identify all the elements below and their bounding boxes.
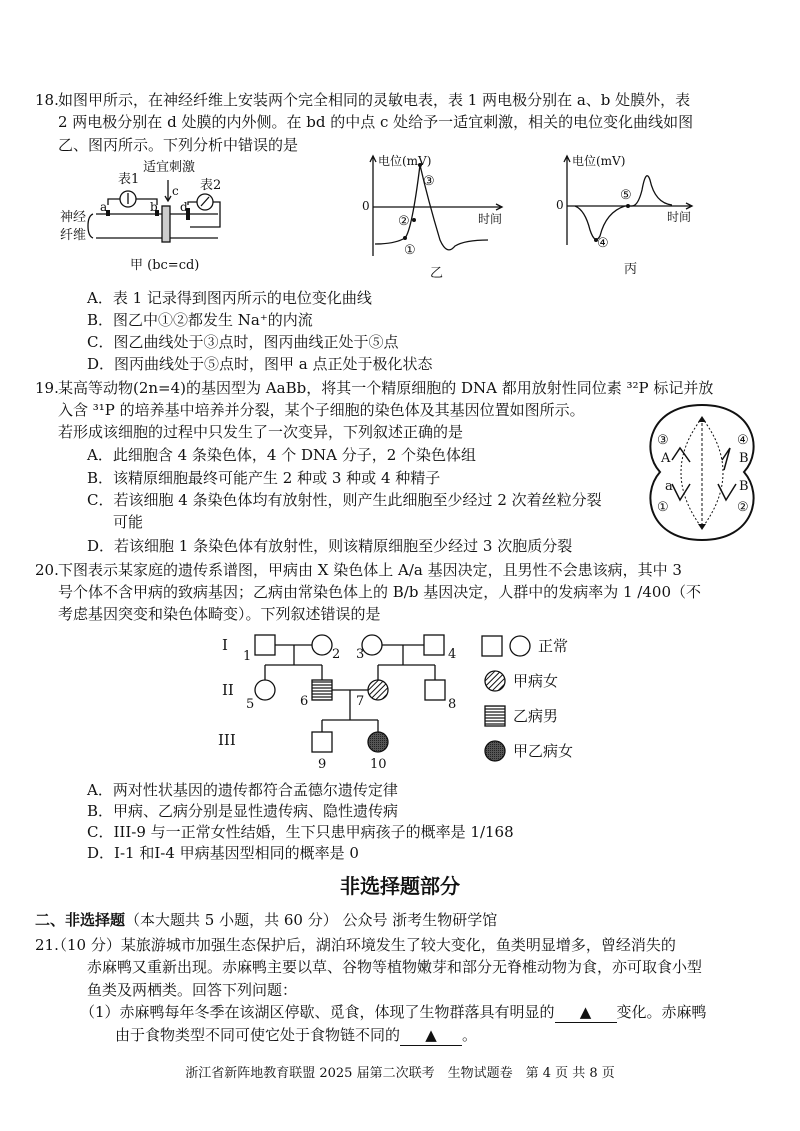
question-number: 18. (35, 91, 59, 109)
yi-zero: 0 (362, 199, 370, 213)
chromosome-3-label: ③ (657, 433, 669, 448)
point-b: b (150, 200, 158, 214)
gene-B: B (739, 479, 749, 494)
individual-id: 1 (243, 649, 252, 664)
section-2-label: 二、非选择题 (35, 911, 126, 929)
individual-id: 10 (370, 757, 387, 772)
bing-point-5: ⑤ (620, 188, 632, 203)
yi-point-2: ② (398, 214, 410, 229)
q18-option-b: B．图乙中①②都发生 Na⁺的内流 (87, 311, 313, 329)
section-title: 非选择题部分 (340, 874, 460, 898)
q19-option-a: A．此细胞含 4 条染色体，4 个 DNA 分子，2 个染色体组 (87, 446, 477, 464)
gene-a: a (665, 479, 673, 494)
q20-option-a: A．两对性状基因的遗传都符合孟德尔遗传定律 (87, 781, 398, 799)
question-number: 20. (35, 561, 59, 579)
q20-stem-line: 下图表示某家庭的遗传系谱图，甲病由 X 染色体上 A/a 基因决定，且男性不会患该病，其中 3 (58, 561, 682, 579)
q18-stem-line: 如图甲所示，在神经纤维上安装两个完全相同的灵敏电表，表 1 两电极分别在 a、b 处膜外，表 (58, 91, 691, 109)
meter1-label: 表1 (118, 172, 140, 187)
individual-id: 8 (448, 697, 457, 712)
q18-option-c: C．图乙曲线处于③点时，图丙曲线正处于⑤点 (87, 333, 399, 351)
q19-option-d: D．若该细胞 1 条染色体有放射性，则该精原细胞至少经过 3 次胞质分裂 (87, 537, 573, 555)
q20-option-b: B．甲病、乙病分别是显性遗传病、隐性遗传病 (87, 802, 399, 820)
legend-disease-a-female: 甲病女 (513, 672, 559, 690)
individual-id: 4 (448, 647, 457, 662)
chromosome-4-label: ④ (737, 433, 749, 448)
individual-id: 2 (332, 647, 341, 662)
q19-option-c-cont: 可能 (113, 513, 144, 531)
q21-sub1-cont (115, 1025, 477, 1046)
figure-bing-caption: 丙 (624, 262, 638, 277)
bing-zero: 0 (556, 198, 564, 212)
generation-I: I (222, 636, 228, 654)
yi-xlabel: 时间 (478, 212, 503, 226)
figure-yi-caption: 乙 (430, 266, 444, 281)
gene-B: B (739, 451, 749, 466)
bing-point-4: ④ (597, 236, 609, 251)
fiber-label: 神经 (60, 210, 87, 225)
fiber-label: 纤维 (60, 228, 87, 243)
point-a: a (100, 200, 108, 214)
q19-option-c: C．若该细胞 4 条染色体均有放射性，则产生此细胞至少经过 2 次着丝粒分裂 (87, 491, 602, 509)
q20-stem-line: 号个体不含甲病的致病基因；乙病由常染色体上的 B/b 基因决定，人群中的发病率为 1 /400（不 (58, 583, 701, 601)
q18-stem-line: 乙、图丙所示。下列分析中错误的是 (58, 136, 299, 154)
individual-id: 3 (356, 647, 365, 662)
q19-stem-line: 若形成该细胞的过程中只发生了一次变异，下列叙述正确的是 (58, 423, 464, 441)
gene-A: A (661, 451, 671, 466)
q20-stem-line: 考虑基因突变和染色体畸变）。下列叙述错误的是 (58, 605, 381, 623)
section-2-info: （本大题共 5 小题，共 60 分） 公众号 浙考生物研学馆 (125, 911, 498, 929)
q21-sub1-text: （1）赤麻鸭每年冬季在该湖区停歇、觅食，体现了生物群落具有明显的 (80, 1003, 555, 1021)
page-footer: 浙江省新阵地教育联盟 2025 届第二次联考 生物试题卷 第 4 页 共 8 页 (185, 1066, 615, 1081)
q18-option-d: D．图丙曲线处于⑤点时，图甲 a 点正处于极化状态 (87, 355, 433, 373)
yi-point-3: ③ (423, 174, 435, 189)
meter2-label: 表2 (200, 178, 222, 193)
generation-III: III (218, 731, 236, 749)
q21-sub1-text: 由于食物类型不同可使它处于食物链不同的 (115, 1026, 401, 1044)
q21-stem-line: 赤麻鸭又重新出现。赤麻鸭主要以草、谷物等植物嫩芽和部分无脊椎动物为食，亦可取食小型 (87, 958, 703, 976)
chromosome-2-label: ② (737, 500, 749, 515)
q19-stem-line: 某高等动物(2n=4)的基因型为 AaBb，将其一个精原细胞的 DNA 都用放射性同位素 ³²P 标记并放 (58, 379, 714, 397)
question-number: 19. (35, 379, 59, 397)
bing-xlabel: 时间 (667, 210, 692, 224)
chromosome-1-label: ① (657, 500, 669, 515)
point-d: d (180, 200, 188, 214)
q19-stem-line: 入含 ³¹P 的培养基中培养并分裂，某个子细胞的染色体及其基因位置如图所示。 (58, 401, 585, 419)
q18-stem-line: 2 两电极分别在 d 处膜的内外侧。在 bd 的中点 c 处给予一适宜刺激，相关的电位变化曲线如图 (58, 113, 694, 131)
q21-stem-line: 鱼类及两栖类。回答下列问题： (87, 981, 298, 999)
answer-blank[interactable]: ▲ (555, 1002, 617, 1023)
bing-ylabel: 电位(mV) (572, 154, 626, 168)
q20-option-c: C．III-9 与一正常女性结婚，生下只患甲病孩子的概率是 1/168 (87, 823, 514, 841)
yi-ylabel: 电位(mV) (378, 154, 432, 168)
individual-id: 5 (246, 697, 255, 712)
individual-id: 6 (300, 694, 309, 709)
individual-id: 9 (318, 757, 327, 772)
individual-id: 7 (356, 694, 365, 709)
question-number: 21. (35, 936, 59, 954)
q21-sub1-text: 变化。赤麻鸭 (616, 1003, 707, 1021)
q18-option-a: A．表 1 记录得到图丙所示的电位变化曲线 (87, 289, 372, 307)
stimulus-label: 适宜刺激 (143, 160, 196, 175)
q21-sub1 (80, 1002, 707, 1023)
q20-option-d: D．I-1 和I-4 甲病基因型相同的概率是 0 (87, 844, 359, 862)
q19-option-b: B．该精原细胞最终可能产生 2 种或 3 种或 4 种精子 (87, 469, 441, 487)
section-2-header (35, 910, 497, 930)
q21-stem-line: （10 分）某旅游城市加强生态保护后，湖泊环境发生了较大变化，鱼类明显增多，曾经消失的 (52, 936, 676, 954)
figure-jia-caption: 甲 (bc=cd) (130, 258, 200, 273)
answer-blank[interactable]: ▲ (400, 1025, 462, 1046)
legend-disease-b-male: 乙病男 (513, 707, 559, 725)
point-c: c (172, 184, 179, 198)
q21-sub1-text: 。 (462, 1026, 478, 1044)
legend-both-female: 甲乙病女 (513, 742, 574, 760)
generation-II: II (222, 681, 234, 699)
legend-normal: 正常 (538, 637, 569, 655)
yi-point-1: ① (404, 243, 416, 258)
